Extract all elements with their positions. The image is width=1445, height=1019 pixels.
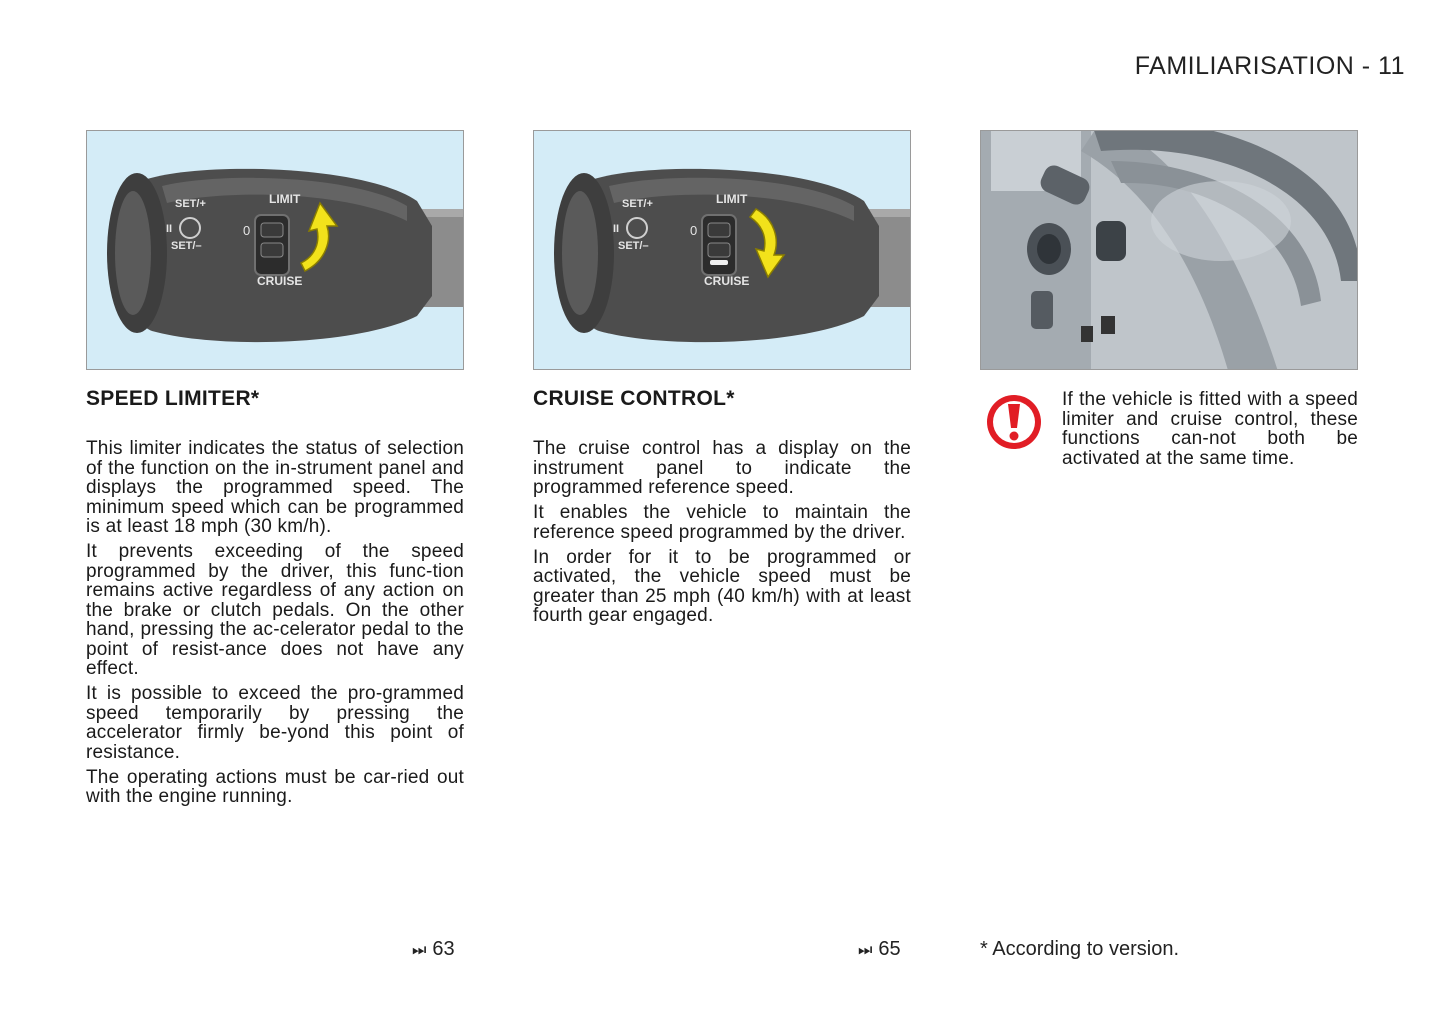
set-plus-label: SET/+ (622, 198, 653, 210)
cruise-control-title: CRUISE CONTROL* (533, 387, 735, 410)
paragraph: It enables the vehicle to maintain the reference speed programmed by the driver. (533, 502, 911, 543)
set-plus-label: SET/+ (175, 198, 206, 210)
skip-forward-icon: ⏭ (858, 942, 873, 959)
speed-limiter-page-reference[interactable] (412, 938, 455, 961)
cruise-control-page-reference[interactable] (858, 938, 901, 961)
cruise-label: CRUISE (257, 274, 303, 288)
skip-forward-icon: ⏭ (412, 942, 427, 959)
cruise-control-text (533, 439, 911, 626)
set-minus-label: SET/– (618, 240, 649, 252)
limit-label: LIMIT (269, 192, 301, 206)
page-ref-number: 65 (878, 938, 901, 960)
cruise-label: CRUISE (704, 274, 750, 288)
cruise-control-column (533, 130, 911, 631)
speed-limiter-text (86, 439, 464, 807)
zero-label: 0 (243, 223, 251, 238)
warning-text: If the vehicle is fitted with a speed limiter and cruise control, these functions can-not both be activated at the same time. (1062, 389, 1358, 469)
speed-limiter-title: SPEED LIMITER* (86, 387, 260, 410)
paragraph: It prevents exceeding of the speed programmed by the driver, this func-tion remains active regardless of any action on the brake or clutch pedals. On the other hand, pressing the ac-celerator pedal to the point of resist-ance does not have any effect. (86, 541, 464, 679)
cruise-control-stalk-illustration (533, 130, 911, 370)
footnote: * According to version. (980, 938, 1179, 960)
zero-label: 0 (690, 223, 698, 238)
warning-note (980, 390, 1358, 468)
pause-label: II (613, 223, 620, 235)
dashboard-photo (980, 130, 1358, 370)
paragraph: It is possible to exceed the pro-grammed speed temporarily by pressing the accelerator firmly be-yond this point of resistance. (86, 683, 464, 763)
page-header: FAMILIARISATION - 11 (1134, 52, 1405, 80)
paragraph: The operating actions must be car-ried out with the engine running. (86, 766, 464, 807)
speed-limiter-column (86, 130, 464, 812)
warning-column (980, 130, 1358, 468)
paragraph: This limiter indicates the status of selection of the function on the in-strument panel and displays the programmed speed. The minimum speed which can be programmed is at least 18 mph (30 km/h). (86, 438, 464, 537)
paragraph: In order for it to be programmed or activated, the vehicle speed must be greater than 25 mph (40 km/h) with at least fourth gear engaged. (533, 546, 911, 626)
pause-label: II (166, 223, 173, 235)
speed-limiter-stalk-illustration (86, 130, 464, 370)
paragraph: The cruise control has a display on the instrument panel to indicate the programmed reference speed. (533, 438, 911, 498)
set-minus-label: SET/– (171, 240, 202, 252)
page-ref-number: 63 (432, 938, 455, 960)
exclamation-warning-icon (986, 394, 1042, 450)
limit-label: LIMIT (716, 192, 748, 206)
